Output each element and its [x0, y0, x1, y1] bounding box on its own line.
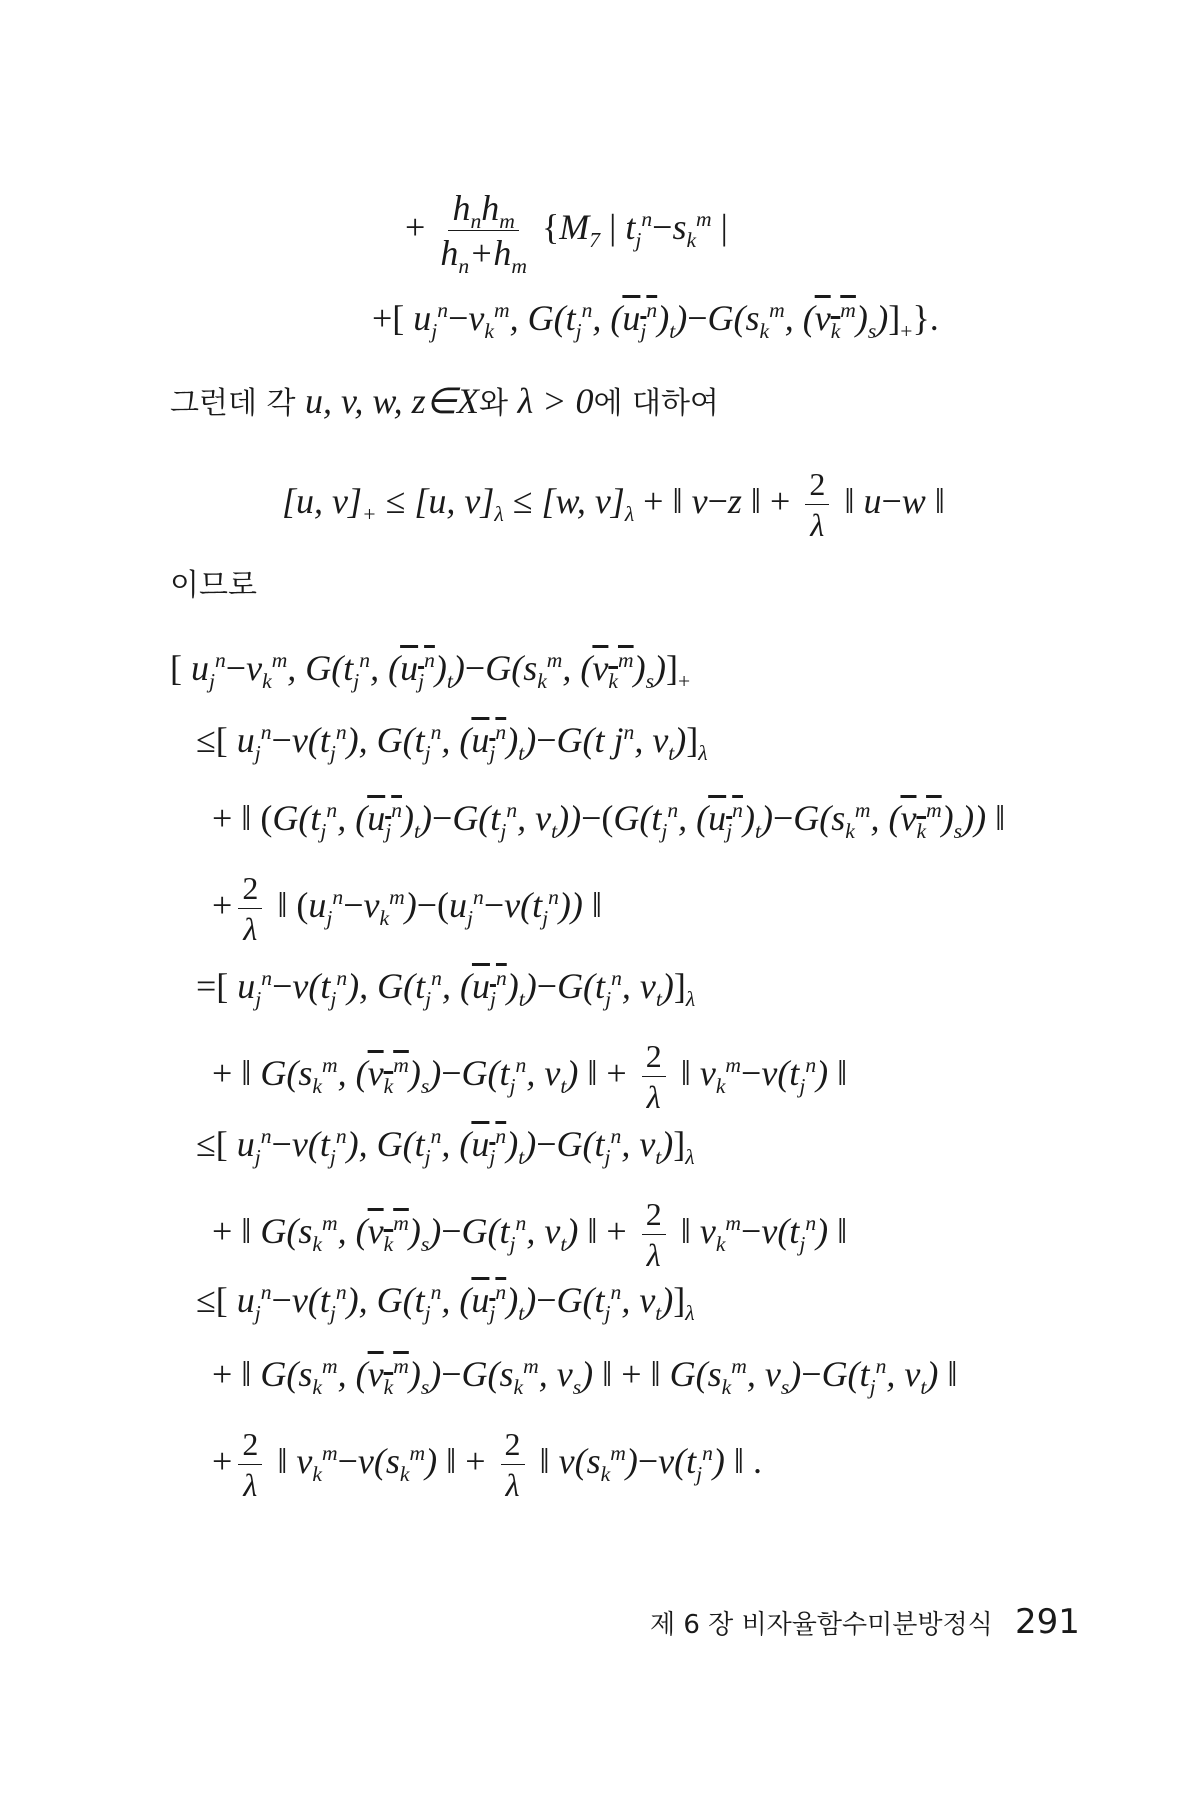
text-line-2: 이므로: [170, 568, 257, 603]
equation-line-3: [u, $v]_+ \le [u$, $v]_\lambda \le [w$, $v]_\lambda$ + ‖ v−z ‖ + $\frac{2}{\lambda}$ ‖ u−w ‖: [282, 466, 945, 543]
page-footer: [650, 1602, 1080, 1642]
korean-text: 그런데 각: [170, 386, 296, 421]
equation-line-9: + ‖ $G(s_k^m$, $(v_k^m)_s)-G(t_j^n$, $v_t$) ‖ + $\frac{2}{\lambda}$ ‖ $v_k^m-v(t_j^n)$ ‖: [212, 1038, 848, 1115]
variables-text: u, v, w, z∈X: [305, 381, 480, 421]
equation-line-6: + ‖ ($G(t_j^n$, $(u_j^n)_t)-G(t_j^n$, $v_t))-(G(t_j^n$, $(u_j^n)_t)-G(s_k^m$, $(v_k^m)_s$)) ‖: [212, 798, 1006, 844]
lambda-condition: λ > 0: [517, 381, 594, 421]
chapter-title: 제 6 장 비자율함수미분방정식: [650, 1610, 993, 1640]
equation-line-1: + $\frac{h_nh_m}{h_n+h_m}$ {$M_7$ | $t_j^n-s_k^m$ |: [405, 188, 728, 279]
korean-text-and: 와: [479, 386, 509, 421]
fraction-h: $\frac{h_nh_m}{h_n+h_m}$: [440, 188, 528, 279]
page-number: 291: [1015, 1602, 1080, 1642]
equation-line-7: + $\frac{2}{\lambda}$ ‖ $(u_j^n-v_k^m)-(u_j^n-v(t_j^n))$ ‖: [212, 870, 602, 947]
text-line-1: [170, 378, 719, 422]
equation-line-2: +[ $u_j^n-v_k^m$, $G(t_j^n$, $(u_j^n)_t)-G(s_k^m$, $(v_k^m)_s)]_+$}.: [372, 298, 939, 344]
equation-line-5: ≤[ $u_j^n-v(t_j^n)$, $G(t_j^n$, $(u_j^n)_t)-G(t$ $j^n$, $v_t)]_\lambda$: [196, 720, 708, 766]
equation-line-10: ≤[ $u_j^n-v(t_j^n)$, $G(t_j^n$, $(u_j^n)_t)-G(t_j^n$, $v_t)]_\lambda$: [196, 1124, 695, 1170]
equation-line-8: =[ $u_j^n-v(t_j^n)$, $G(t_j^n$, $(u_j^n)_t)-G(t_j^n$, $v_t)]_\lambda$: [196, 966, 696, 1012]
equation-line-4: [ $u_j^n-v_k^m$, $G(t_j^n$, $(u_j^n)_t)-G(s_k^m$, $(v_k^m)_s)]_+$: [170, 648, 691, 694]
korean-text-for: 에 대하여: [593, 386, 719, 421]
equation-line-12: ≤[ $u_j^n-v(t_j^n)$, $G(t_j^n$, $(u_j^n)_t)-G(t_j^n$, $v_t)]_\lambda$: [196, 1280, 695, 1326]
equation-line-13: + ‖ $G(s_k^m$, $(v_k^m)_s)-G(s_k^m$, $v_s$) ‖ + ‖ $G(s_k^m$, $v_s)-G(t_j^n$, $v_t$) ‖: [212, 1354, 958, 1400]
equation-line-14: + $\frac{2}{\lambda}$ ‖ $v_k^m-v(s_k^m)$ ‖ + $\frac{2}{\lambda}$ ‖ $v(s_k^m)-v(t_j^n)$ ‖ .: [212, 1426, 763, 1503]
equation-line-11: + ‖ $G(s_k^m$, $(v_k^m)_s)-G(t_j^n$, $v_t$) ‖ + $\frac{2}{\lambda}$ ‖ $v_k^m-v(t_j^n)$ ‖: [212, 1196, 848, 1273]
